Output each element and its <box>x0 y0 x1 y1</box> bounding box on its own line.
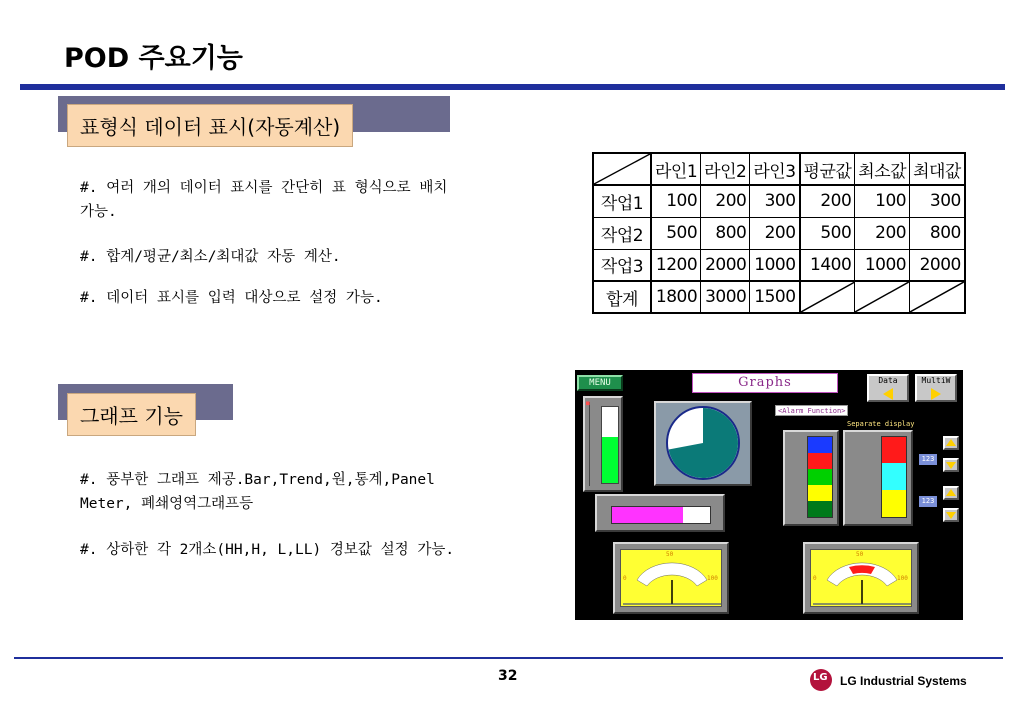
meter-face-1 <box>620 549 722 607</box>
alarm-function-label: <Alarm Function> <box>775 405 848 416</box>
bar-scale <box>589 402 599 486</box>
table-header: 최대값 <box>910 153 965 185</box>
section2-bullet-1: #. 풍부한 그래프 제공.Bar,Trend,원,통계,Panel Meter, 폐쇄영역그래프등 <box>80 472 435 512</box>
section1-bullet-3: #. 데이터 표시를 입력 대상으로 설정 가능. <box>80 290 383 306</box>
table-cell: 500 <box>800 217 855 249</box>
table-header: 라인1 <box>651 153 701 185</box>
separate-display-label: Separate display <box>847 420 915 428</box>
hbar-fill <box>612 507 683 523</box>
table-cell[interactable]: 500 <box>651 217 701 249</box>
table-header-row <box>593 153 965 185</box>
alarm-bar-1 <box>807 436 833 518</box>
table-cell: 1400 <box>800 249 855 281</box>
arrow-up-icon <box>946 439 956 446</box>
meter-1-right-label: 100 <box>707 575 718 582</box>
up-button-2[interactable] <box>943 486 959 500</box>
alarm-bar-2 <box>881 436 907 518</box>
footer-divider <box>14 657 1003 659</box>
menu-button[interactable]: MENU <box>577 375 623 391</box>
arrow-left-icon <box>883 388 893 400</box>
table-row <box>593 217 965 249</box>
alarm-band-blue <box>808 437 832 453</box>
bar-fill <box>602 437 618 483</box>
alarm-band-yellow <box>808 485 832 501</box>
company-name: LG Industrial Systems <box>840 674 967 688</box>
title-divider <box>20 84 1005 90</box>
meter-2-left-label: 0 <box>813 575 817 582</box>
table-cell: 200 <box>800 185 855 217</box>
table-cell[interactable]: 800 <box>701 217 750 249</box>
bar-graph-panel <box>583 396 623 492</box>
hmi-graphs-screen <box>575 370 963 620</box>
hbar-track <box>611 506 711 524</box>
table-header: 라인3 <box>750 153 800 185</box>
lg-logo-text: LG <box>813 672 828 683</box>
table-header: 최소값 <box>855 153 910 185</box>
table-row <box>593 185 965 217</box>
alarm-band-red <box>808 453 832 469</box>
arrow-right-icon <box>931 388 941 400</box>
up-button-1[interactable] <box>943 436 959 450</box>
table-corner-cell <box>593 153 651 185</box>
arrow-down-icon <box>946 512 956 519</box>
page-title: POD 주요기능 <box>64 43 243 74</box>
table-empty-cell <box>855 281 910 313</box>
section2-bullet-2: #. 상하한 각 2개소(HH,H, L,LL) 경보값 설정 가능. <box>80 542 455 558</box>
table-header: 평균값 <box>800 153 855 185</box>
section1-bullet-2: #. 합계/평균/최소/최대값 자동 계산. <box>80 249 341 265</box>
table-row-label: 작업2 <box>593 217 651 249</box>
meter-face-2 <box>810 549 912 607</box>
graphs-title: Graphs <box>692 373 838 393</box>
table-cell: 1000 <box>855 249 910 281</box>
section2-heading: 그래프 기능 <box>67 393 196 436</box>
down-button-2[interactable] <box>943 508 959 522</box>
table-cell: 800 <box>910 217 965 249</box>
meter-1-left-label: 0 <box>623 575 627 582</box>
table-cell[interactable]: 100 <box>651 185 701 217</box>
multiw-nav-button[interactable] <box>915 374 957 402</box>
page-number: 32 <box>498 668 518 684</box>
arrow-down-icon <box>946 462 956 469</box>
numeric-display-1: 123 <box>919 454 937 465</box>
alarm-band-cyan <box>882 463 906 489</box>
table-cell: 1500 <box>750 281 800 313</box>
section1-bullet-1: #. 여러 개의 데이터 표시를 간단히 표 형식으로 배치 가능. <box>80 180 448 220</box>
meter-2-center-label: 50 <box>856 551 864 558</box>
alarm-bar-panel-1 <box>783 430 839 526</box>
table-cell: 1800 <box>651 281 701 313</box>
section1-heading: 표형식 데이터 표시(자동계산) <box>67 104 353 147</box>
table-cell[interactable]: 1200 <box>651 249 701 281</box>
multiw-nav-label: MultiW <box>921 376 951 385</box>
bar-track <box>601 406 619 484</box>
table-cell[interactable]: 2000 <box>701 249 750 281</box>
table-row <box>593 281 965 313</box>
alarm-band-yellow <box>882 490 906 517</box>
table-cell: 3000 <box>701 281 750 313</box>
alarm-band-darkgreen <box>808 501 832 517</box>
meter-1-center-label: 50 <box>666 551 674 558</box>
data-nav-button[interactable] <box>867 374 909 402</box>
panel-meter-1 <box>613 542 729 614</box>
alarm-band-green <box>808 469 832 485</box>
numeric-display-2: 123 <box>919 496 937 507</box>
table-cell[interactable]: 200 <box>750 217 800 249</box>
table-row-label: 작업3 <box>593 249 651 281</box>
table-header: 라인2 <box>701 153 750 185</box>
panel-meter-2 <box>803 542 919 614</box>
lg-logo <box>810 669 832 691</box>
alarm-bar-panel-2 <box>843 430 913 526</box>
table-cell[interactable]: 200 <box>701 185 750 217</box>
table-cell: 2000 <box>910 249 965 281</box>
pie-chart <box>656 403 750 484</box>
table-cell[interactable]: 300 <box>750 185 800 217</box>
table-cell: 100 <box>855 185 910 217</box>
alarm-band-red <box>882 437 906 463</box>
arrow-up-icon <box>946 489 956 496</box>
pie-graph-panel <box>654 401 752 486</box>
meter-2-right-label: 100 <box>897 575 908 582</box>
table-empty-cell <box>800 281 855 313</box>
scale-tick: ■ <box>586 400 590 407</box>
table-row-label: 작업1 <box>593 185 651 217</box>
down-button-1[interactable] <box>943 458 959 472</box>
table-cell[interactable]: 1000 <box>750 249 800 281</box>
table-cell: 200 <box>855 217 910 249</box>
table-row-label: 합계 <box>593 281 651 313</box>
data-nav-label: Data <box>878 376 898 385</box>
table-row <box>593 249 965 281</box>
table-cell: 300 <box>910 185 965 217</box>
table-empty-cell <box>910 281 965 313</box>
horizontal-bar-panel <box>595 494 725 532</box>
data-table <box>592 152 966 314</box>
